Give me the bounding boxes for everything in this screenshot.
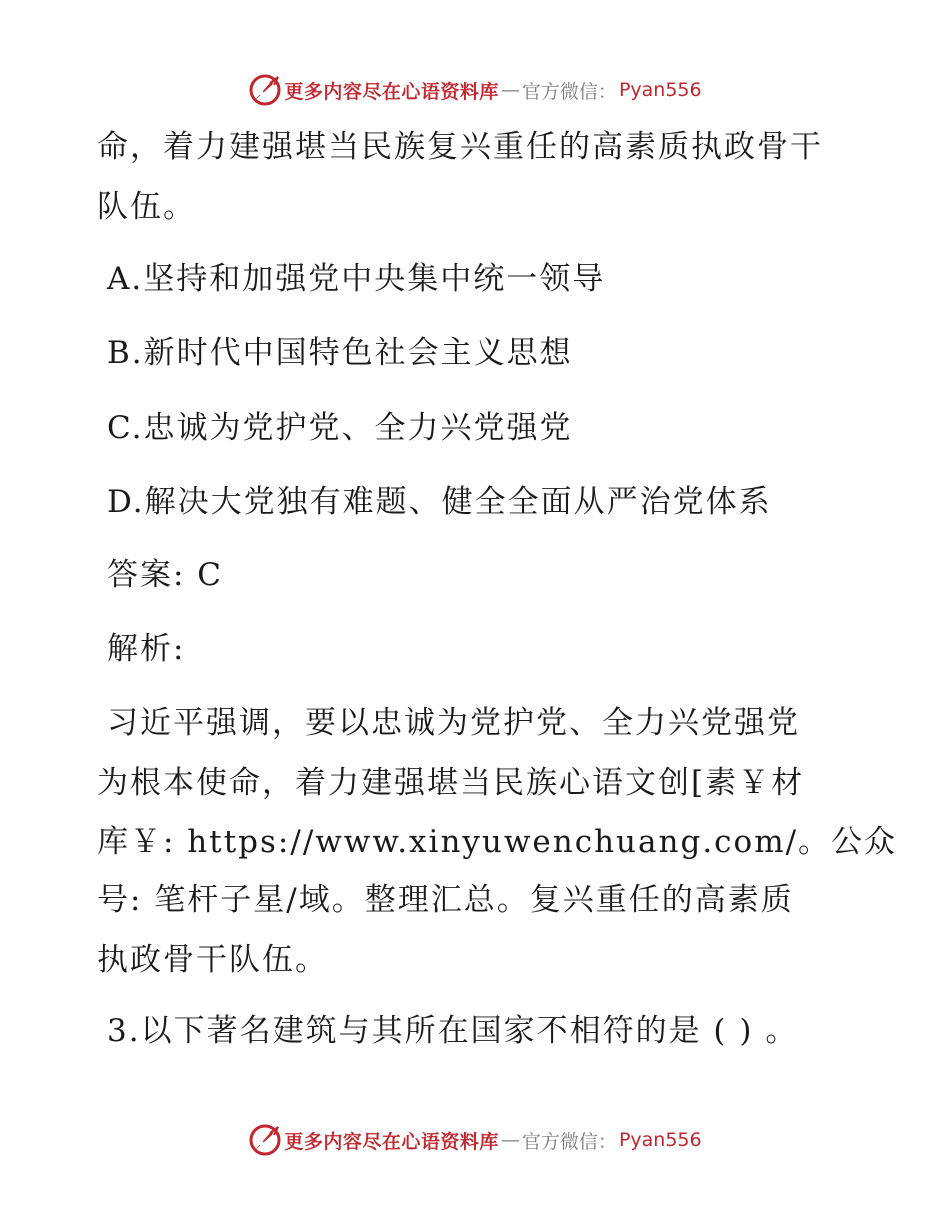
- analysis-line: 库￥: https://www.xinyuwenchuang.com/。公众: [97, 824, 898, 860]
- footer-site-text: 更多内容尽在心语资料库: [284, 1130, 499, 1153]
- header-wechat-label: 官方微信：: [521, 80, 617, 103]
- body-line: 队伍。: [97, 189, 196, 225]
- analysis-heading: 解析:: [107, 631, 186, 667]
- header-banner: [0, 70, 950, 110]
- option-d: D.解决大党独有难题、健全全面从严治党体系: [107, 484, 772, 520]
- quill-pen-logo-icon: [248, 73, 282, 107]
- footer-banner: [0, 1120, 950, 1160]
- header-site-text: 更多内容尽在心语资料库: [284, 80, 499, 103]
- body-line: 命，着力建强堪当民族复兴重任的高素质执政骨干: [97, 129, 823, 165]
- analysis-line: 号: 笔杆子星/域。整理汇总。复兴重任的高素质: [97, 882, 794, 918]
- answer-line: 答案: C: [107, 557, 224, 593]
- quill-pen-logo-icon: [248, 1123, 282, 1157]
- question-line: 3.以下著名建筑与其所在国家不相符的是 ( ) 。: [107, 1013, 799, 1049]
- option-b: B.新时代中国特色社会主义思想: [107, 335, 573, 371]
- option-a: A.坚持和加强党中央集中统一领导: [107, 261, 606, 297]
- analysis-line: 习近平强调，要以忠诚为党护党、全力兴党强党: [107, 705, 800, 741]
- header-dash: —: [500, 79, 520, 101]
- analysis-line: 为根本使命，着力建强堪当民族心语文创[素￥材: [97, 765, 805, 801]
- header-wechat-id: Pyan556: [618, 79, 702, 101]
- analysis-line: 执政骨干队伍。: [97, 942, 328, 978]
- footer-wechat-label: 官方微信：: [521, 1130, 617, 1153]
- footer-dash: —: [500, 1129, 520, 1151]
- option-c: C.忠诚为党护党、全力兴党强党: [107, 410, 573, 446]
- footer-wechat-id: Pyan556: [618, 1129, 702, 1151]
